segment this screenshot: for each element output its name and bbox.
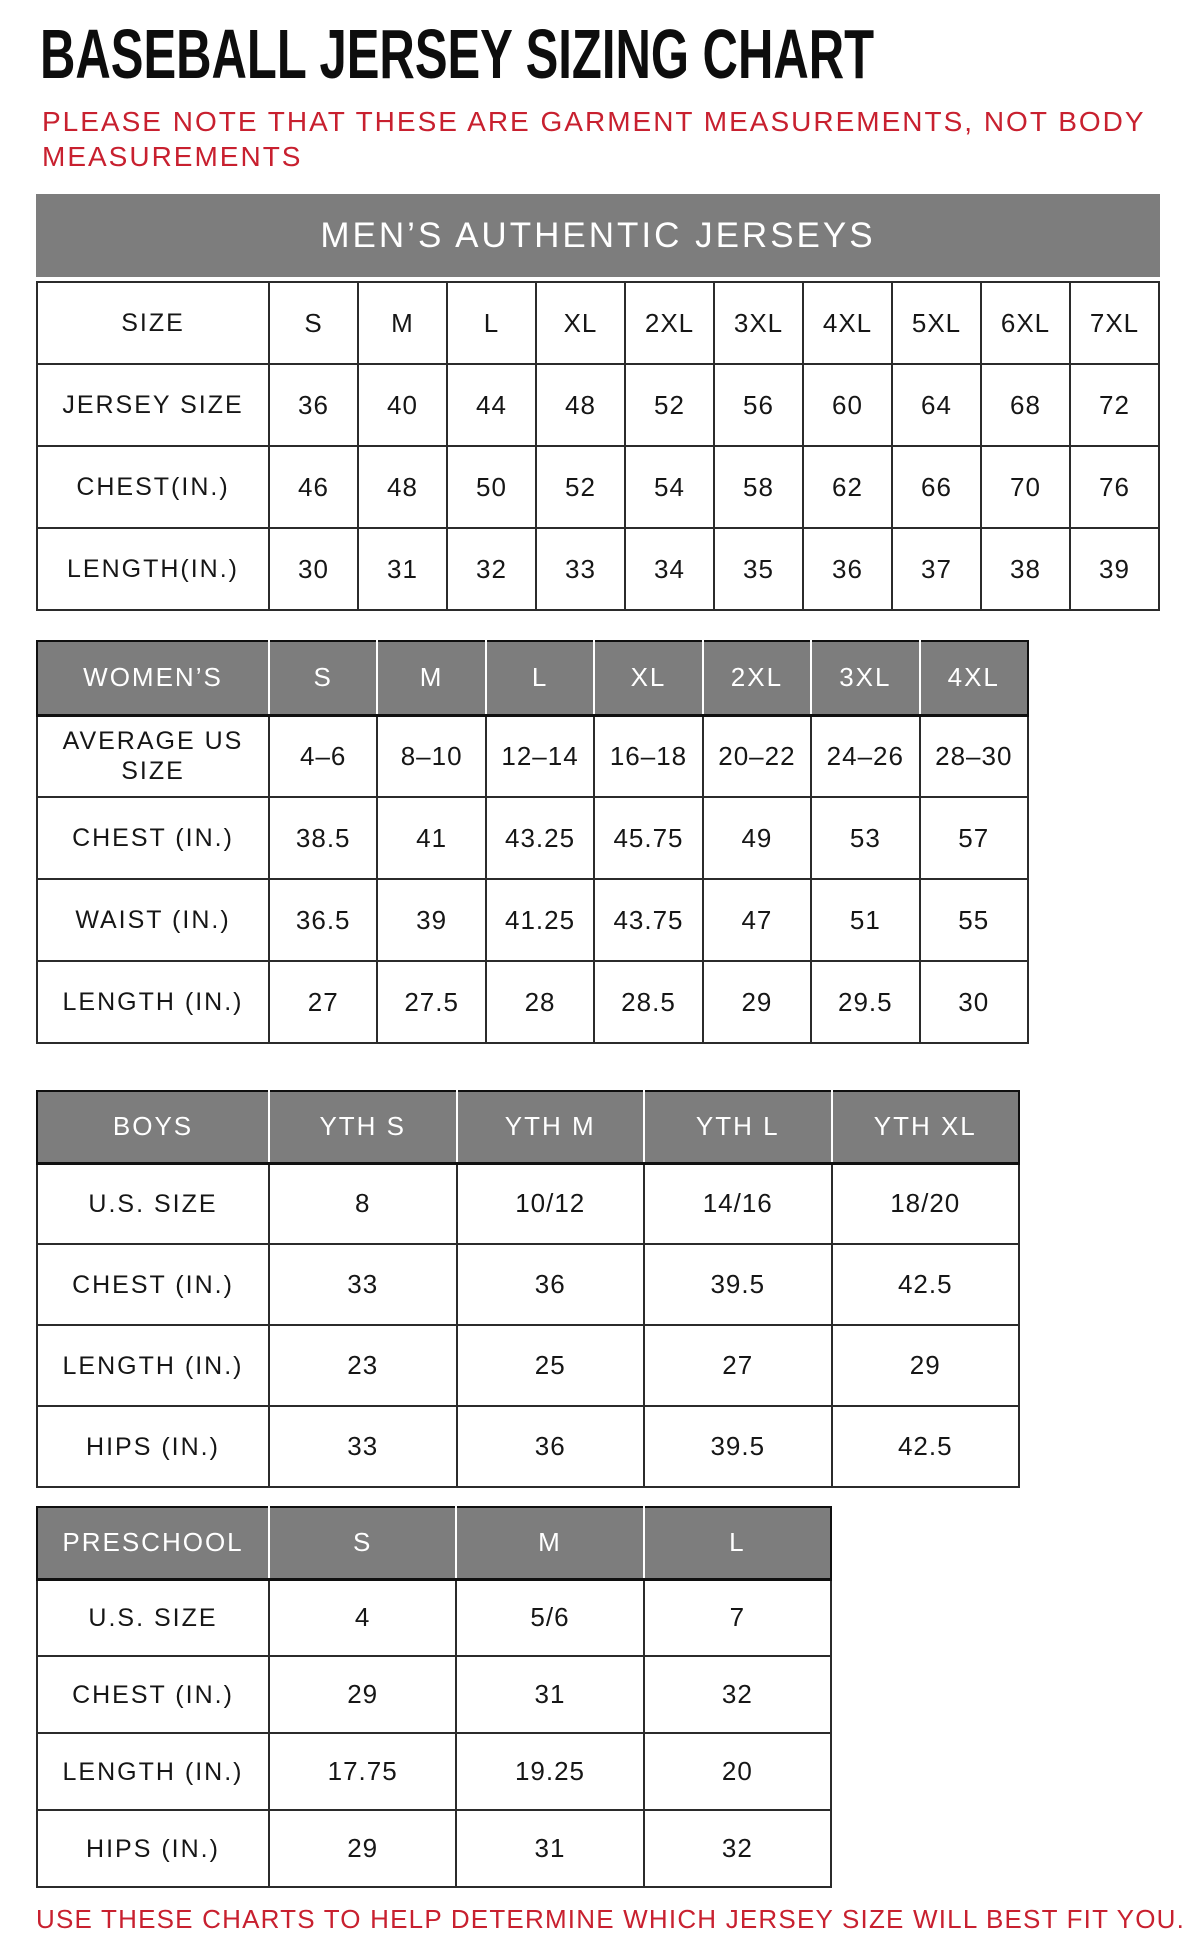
- value-cell: 53: [811, 797, 919, 879]
- size-header-cell: 4XL: [920, 641, 1028, 715]
- value-cell: 31: [456, 1810, 643, 1887]
- value-cell: 23: [269, 1325, 457, 1406]
- value-cell: L: [447, 282, 536, 364]
- row-label: U.S. SIZE: [37, 1579, 269, 1656]
- value-cell: 32: [644, 1810, 831, 1887]
- value-cell: 33: [269, 1406, 457, 1487]
- row-label: CHEST (IN.): [37, 1244, 269, 1325]
- value-cell: 36.5: [269, 879, 377, 961]
- value-cell: 8: [269, 1163, 457, 1244]
- value-cell: 41: [377, 797, 485, 879]
- table-corner-label: WOMEN’S: [37, 641, 269, 715]
- value-cell: 19.25: [456, 1733, 643, 1810]
- value-cell: 20–22: [703, 715, 811, 797]
- size-header-row: [37, 1507, 831, 1579]
- size-header-cell: 3XL: [811, 641, 919, 715]
- value-cell: 10/12: [457, 1163, 645, 1244]
- value-cell: 76: [1070, 446, 1159, 528]
- size-header-cell: YTH M: [457, 1091, 645, 1163]
- boys-sizing-table: [36, 1090, 1020, 1488]
- value-cell: 32: [644, 1656, 831, 1733]
- value-cell: 34: [625, 528, 714, 610]
- row-label: HIPS (IN.): [37, 1810, 269, 1887]
- value-cell: 31: [456, 1656, 643, 1733]
- row-label: LENGTH (IN.): [37, 1733, 269, 1810]
- value-cell: 6XL: [981, 282, 1070, 364]
- value-cell: 14/16: [644, 1163, 832, 1244]
- row-label: AVERAGE US SIZE: [37, 715, 269, 797]
- value-cell: 39.5: [644, 1244, 832, 1325]
- value-cell: 62: [803, 446, 892, 528]
- table-row: [37, 1163, 1019, 1244]
- value-cell: 58: [714, 446, 803, 528]
- value-cell: 4: [269, 1579, 456, 1656]
- value-cell: 28–30: [920, 715, 1028, 797]
- table-row: [37, 1406, 1019, 1487]
- row-label: SIZE: [37, 282, 269, 364]
- value-cell: 37: [892, 528, 981, 610]
- value-cell: 38: [981, 528, 1070, 610]
- table-row: [37, 282, 1159, 364]
- value-cell: 20: [644, 1733, 831, 1810]
- value-cell: 27: [269, 961, 377, 1043]
- value-cell: 8–10: [377, 715, 485, 797]
- value-cell: 5/6: [456, 1579, 643, 1656]
- value-cell: 36: [457, 1406, 645, 1487]
- value-cell: 4–6: [269, 715, 377, 797]
- value-cell: 29.5: [811, 961, 919, 1043]
- table-corner-label: PRESCHOOL: [37, 1507, 269, 1579]
- size-header-cell: L: [644, 1507, 831, 1579]
- row-label: LENGTH (IN.): [37, 1325, 269, 1406]
- size-header-cell: S: [269, 641, 377, 715]
- table-row: [37, 364, 1159, 446]
- size-header-cell: M: [377, 641, 485, 715]
- value-cell: 43.75: [594, 879, 702, 961]
- value-cell: 38.5: [269, 797, 377, 879]
- value-cell: XL: [536, 282, 625, 364]
- value-cell: 29: [269, 1656, 456, 1733]
- table-row: [37, 1579, 831, 1656]
- value-cell: 52: [625, 364, 714, 446]
- row-label: JERSEY SIZE: [37, 364, 269, 446]
- value-cell: 31: [358, 528, 447, 610]
- garment-measurements-note: [42, 104, 1200, 174]
- value-cell: 64: [892, 364, 981, 446]
- value-cell: 33: [269, 1244, 457, 1325]
- value-cell: 17.75: [269, 1733, 456, 1810]
- value-cell: 5XL: [892, 282, 981, 364]
- row-label: CHEST(IN.): [37, 446, 269, 528]
- footer-note: USE THESE CHARTS TO HELP DETERMINE WHICH JERSEY SIZE WILL BEST FIT YOU.: [36, 1904, 1186, 1934]
- value-cell: 12–14: [486, 715, 594, 797]
- row-label: WAIST (IN.): [37, 879, 269, 961]
- value-cell: 60: [803, 364, 892, 446]
- value-cell: 41.25: [486, 879, 594, 961]
- value-cell: 18/20: [832, 1163, 1020, 1244]
- row-label: HIPS (IN.): [37, 1406, 269, 1487]
- size-header-cell: XL: [594, 641, 702, 715]
- value-cell: 66: [892, 446, 981, 528]
- womens-sizing-table: [36, 640, 1029, 1044]
- value-cell: 45.75: [594, 797, 702, 879]
- mens-sizing-table: [36, 281, 1160, 611]
- note-line-2: MEASUREMENTS: [42, 141, 303, 172]
- value-cell: 30: [269, 528, 358, 610]
- table-row: [37, 879, 1028, 961]
- value-cell: 39: [377, 879, 485, 961]
- value-cell: 16–18: [594, 715, 702, 797]
- preschool-sizing-table: [36, 1506, 832, 1888]
- row-label: LENGTH (IN.): [37, 961, 269, 1043]
- table-row: [37, 715, 1028, 797]
- value-cell: 27: [644, 1325, 832, 1406]
- value-cell: 48: [358, 446, 447, 528]
- table-row: [37, 1733, 831, 1810]
- value-cell: 55: [920, 879, 1028, 961]
- value-cell: 36: [457, 1244, 645, 1325]
- value-cell: 42.5: [832, 1406, 1020, 1487]
- value-cell: 28.5: [594, 961, 702, 1043]
- note-line-1: PLEASE NOTE THAT THESE ARE GARMENT MEASUREMENTS, NOT BODY: [42, 106, 1146, 137]
- value-cell: 35: [714, 528, 803, 610]
- size-header-row: [37, 641, 1028, 715]
- value-cell: M: [358, 282, 447, 364]
- value-cell: 25: [457, 1325, 645, 1406]
- size-header-cell: YTH L: [644, 1091, 832, 1163]
- value-cell: 68: [981, 364, 1070, 446]
- size-header-cell: 2XL: [703, 641, 811, 715]
- mens-authentic-jerseys-banner: MEN’S AUTHENTIC JERSEYS: [36, 194, 1160, 277]
- value-cell: 51: [811, 879, 919, 961]
- row-label: LENGTH(IN.): [37, 528, 269, 610]
- row-label: U.S. SIZE: [37, 1163, 269, 1244]
- value-cell: 40: [358, 364, 447, 446]
- value-cell: 30: [920, 961, 1028, 1043]
- value-cell: 27.5: [377, 961, 485, 1043]
- value-cell: 42.5: [832, 1244, 1020, 1325]
- value-cell: 24–26: [811, 715, 919, 797]
- value-cell: 52: [536, 446, 625, 528]
- value-cell: 29: [703, 961, 811, 1043]
- value-cell: 4XL: [803, 282, 892, 364]
- value-cell: 36: [803, 528, 892, 610]
- value-cell: 39.5: [644, 1406, 832, 1487]
- value-cell: 7XL: [1070, 282, 1159, 364]
- table-corner-label: BOYS: [37, 1091, 269, 1163]
- value-cell: 46: [269, 446, 358, 528]
- value-cell: 49: [703, 797, 811, 879]
- page-title: BASEBALL JERSEY SIZING CHART: [40, 15, 875, 93]
- value-cell: 72: [1070, 364, 1159, 446]
- value-cell: 32: [447, 528, 536, 610]
- value-cell: 2XL: [625, 282, 714, 364]
- table-row: [37, 961, 1028, 1043]
- value-cell: 48: [536, 364, 625, 446]
- value-cell: 70: [981, 446, 1070, 528]
- table-row: [37, 528, 1159, 610]
- table-row: [37, 1656, 831, 1733]
- row-label: CHEST (IN.): [37, 1656, 269, 1733]
- value-cell: 47: [703, 879, 811, 961]
- value-cell: 7: [644, 1579, 831, 1656]
- size-header-row: [37, 1091, 1019, 1163]
- table-row: [37, 797, 1028, 879]
- size-header-cell: M: [456, 1507, 643, 1579]
- value-cell: 36: [269, 364, 358, 446]
- value-cell: 54: [625, 446, 714, 528]
- value-cell: 29: [269, 1810, 456, 1887]
- value-cell: 29: [832, 1325, 1020, 1406]
- value-cell: 50: [447, 446, 536, 528]
- size-header-cell: S: [269, 1507, 456, 1579]
- value-cell: 56: [714, 364, 803, 446]
- size-header-cell: YTH XL: [832, 1091, 1020, 1163]
- value-cell: 43.25: [486, 797, 594, 879]
- table-row: [37, 1325, 1019, 1406]
- value-cell: 3XL: [714, 282, 803, 364]
- value-cell: 57: [920, 797, 1028, 879]
- value-cell: 33: [536, 528, 625, 610]
- value-cell: 44: [447, 364, 536, 446]
- value-cell: 28: [486, 961, 594, 1043]
- size-header-cell: YTH S: [269, 1091, 457, 1163]
- value-cell: S: [269, 282, 358, 364]
- table-row: [37, 1810, 831, 1887]
- size-header-cell: L: [486, 641, 594, 715]
- row-label: CHEST (IN.): [37, 797, 269, 879]
- value-cell: 39: [1070, 528, 1159, 610]
- table-row: [37, 446, 1159, 528]
- table-row: [37, 1244, 1019, 1325]
